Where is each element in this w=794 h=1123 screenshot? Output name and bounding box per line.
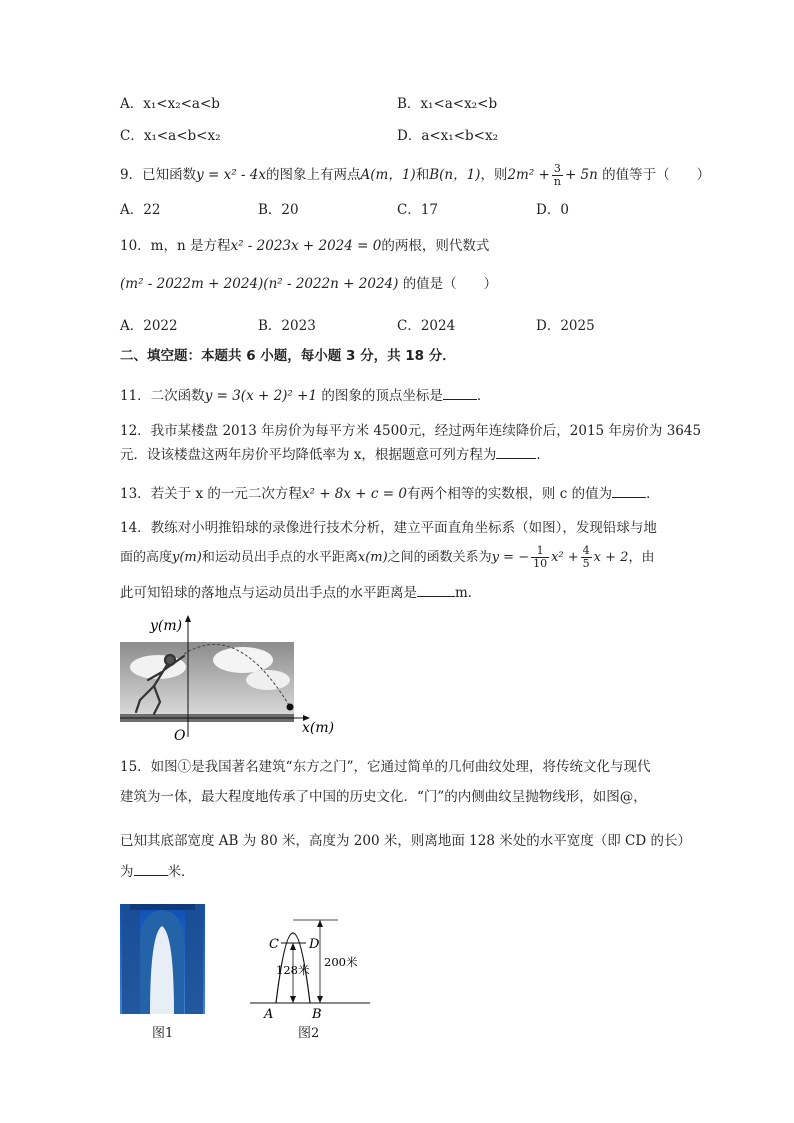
- q9-fraction: $\frac{3}{n}$: [553, 162, 561, 188]
- q8-option-d: D．a<x₁<b<x₂: [397, 128, 498, 144]
- q9-option-c: C．17: [397, 202, 439, 218]
- q10-option-b: B．2023: [258, 318, 316, 334]
- figure-2-caption: 图2: [298, 1026, 320, 1041]
- question-14-line3: 此可知铅球的落地点与运动员出手点的水平距离是 m．: [120, 582, 481, 603]
- figure-1-caption: 图1: [152, 1026, 174, 1041]
- label-b: B: [312, 1007, 322, 1020]
- q9-option-b: B．20: [258, 202, 299, 218]
- cloud: [213, 647, 273, 673]
- answer-blank[interactable]: [417, 582, 455, 597]
- question-15-line3: 已知其底部宽度 AB 为 80 米，高度为 200 米，则离地面 128 米处的水平宽度（即 CD 的长）: [120, 833, 691, 849]
- figure-1-photo: [120, 904, 205, 1014]
- question-10: 10．m，n 是方程x² - 2023x + 2024 = 0的两根，则代数式: [120, 238, 490, 254]
- q10-option-c: C．2024: [397, 318, 456, 334]
- label-200m: 200米: [324, 955, 358, 969]
- figure-2-diagram: [248, 908, 378, 1020]
- question-10-expression: (m² - 2022m + 2024)(n² - 2022n + 2024) 的值是（ ）: [120, 276, 498, 292]
- question-14-line2: 面的高度y(m)和运动员出手点的水平距离x(m)之间的函数关系为y = − $\frac{1}{10}$ x² + $\frac{4}{5}$ x + 2，由: [120, 544, 655, 570]
- answer-blank[interactable]: [612, 483, 646, 498]
- q9-option-a: A．22: [120, 202, 161, 218]
- shot-put-figure: [118, 612, 338, 747]
- q8-option-c: C．x₁<a<b<x₂: [120, 128, 221, 144]
- question-11: 11．二次函数y = 3(x + 2)² +1 的图象的顶点坐标是 ．: [120, 385, 490, 406]
- answer-blank[interactable]: [134, 861, 168, 876]
- q10-option-a: A．2022: [120, 318, 178, 334]
- label-a: A: [264, 1007, 274, 1020]
- shot-ball: [287, 704, 294, 711]
- q9-option-d: D．0: [536, 202, 569, 218]
- question-9: 9．已知函数y = x² - 4x的图象上有两点A(m，1)和B(n，1)，则2m² + $\frac{3}{n}$ + 5n 的值等于（ ）: [120, 162, 711, 188]
- question-14-line1: 14．教练对小明推铅球的录像进行技术分析，建立平面直角坐标系（如图），发现铅球与地: [120, 520, 657, 536]
- y-axis-label: y(m): [150, 618, 183, 634]
- question-15-line1: 15．如图①是我国著名建筑“东方之门”，它通过简单的几何曲纹处理，将传统文化与现代: [120, 759, 651, 775]
- label-c: C: [269, 937, 279, 952]
- label-d: D: [309, 937, 320, 952]
- x-axis-label: x(m): [302, 720, 335, 736]
- question-15-line4: 为 米．: [120, 861, 195, 882]
- parabola-diagram: [248, 908, 378, 1020]
- label-128m: 128米: [276, 963, 310, 977]
- section-heading: 二、填空题：本题共 6 小题，每小题 3 分，共 18 分．: [120, 348, 456, 364]
- gate-photo: [120, 904, 205, 1014]
- q8-option-a: A．x₁<x₂<a<b: [120, 96, 220, 112]
- shot-put-diagram: [118, 612, 338, 747]
- question-13: 13．若关于 x 的一元二次方程x² + 8x + c = 0有两个相等的实数根，则 c 的值为 ．: [120, 483, 660, 504]
- q10-option-d: D．2025: [536, 318, 595, 334]
- question-12-line2: 元．设该楼盘这两年房价平均降低率为 x，根据题意可列方程为 ．: [120, 444, 550, 465]
- cloud: [246, 670, 290, 690]
- q9-formula: y = x² - 4x: [196, 167, 266, 183]
- question-15-line2: 建筑为一体，最大程度地传承了中国的历史文化．“门”的内侧曲纹呈抛物线形，如图@，: [120, 789, 647, 805]
- origin-label: O: [174, 728, 186, 744]
- answer-blank[interactable]: [496, 444, 536, 459]
- answer-blank[interactable]: [443, 385, 477, 400]
- question-12-line1: 12．我市某楼盘 2013 年房价为每平方米 4500元，经过两年连续降价后，2015 年房价为 3645: [120, 423, 702, 439]
- q8-option-b: B．x₁<a<x₂<b: [397, 96, 498, 112]
- y-axis-arrow: [185, 615, 191, 622]
